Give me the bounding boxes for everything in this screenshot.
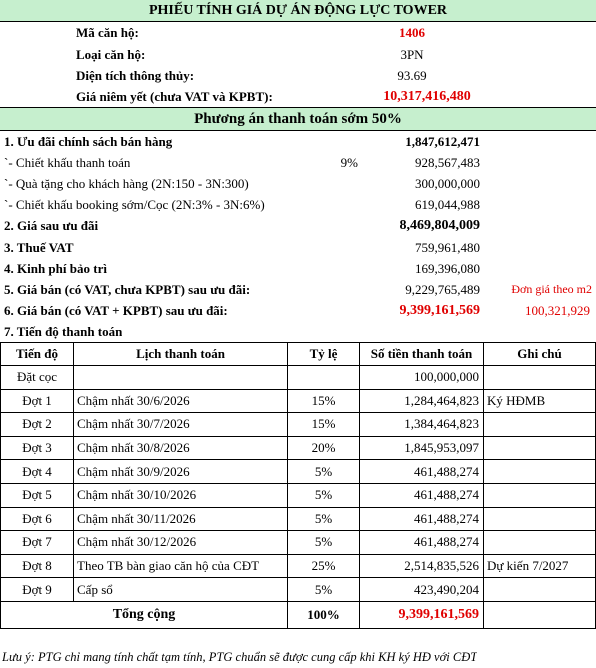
- cell-rate: 25%: [288, 555, 360, 579]
- cell-stage: Đợt 7: [0, 531, 74, 555]
- payment-schedule-table: [0, 342, 596, 629]
- cell-note: Dự kiến 7/2027: [484, 555, 596, 579]
- total-amount: 9,399,161,569: [360, 602, 484, 629]
- cell-amount: 461,488,274: [360, 460, 484, 484]
- info-label: Diện tích thông thủy:: [76, 67, 195, 83]
- summary-row: [0, 173, 596, 194]
- cell-stage: Đợt 1: [0, 390, 74, 414]
- info-label: Loại căn hộ:: [76, 46, 146, 62]
- summary-label: 6. Giá bán (có VAT + KPBT) sau ưu đãi:: [4, 303, 228, 318]
- cell-schedule: Chậm nhất 30/11/2026: [74, 508, 288, 532]
- summary-label: 4. Kinh phí bảo trì: [4, 260, 107, 276]
- cell-stage: Đợt 9: [0, 578, 74, 602]
- summary-pct: 9%: [340, 154, 358, 170]
- cell-schedule: Chậm nhất 30/8/2026: [74, 437, 288, 461]
- cell-stage: Đợt 2: [0, 413, 74, 437]
- cell-note: [484, 460, 596, 484]
- summary-label: 7. Tiến độ thanh toán: [4, 324, 123, 339]
- summary-label: 2. Giá sau ưu đãi: [4, 218, 99, 233]
- unit-price-label: Đơn giá theo m2: [511, 282, 592, 296]
- header-note: Ghi chú: [484, 343, 596, 366]
- table-row: [0, 578, 596, 602]
- table-row: [0, 531, 596, 555]
- cell-amount: 461,488,274: [360, 531, 484, 555]
- header-amount: Số tiền thanh toán: [360, 343, 484, 366]
- cell-schedule: Cấp sổ: [74, 578, 288, 602]
- cell-note: [484, 531, 596, 555]
- table-row: [0, 508, 596, 532]
- summary-value: 759,961,480: [415, 239, 480, 255]
- cell-stage: Đợt 8: [0, 555, 74, 579]
- cell-note: [484, 578, 596, 602]
- summary-label: 5. Giá bán (có VAT, chưa KPBT) sau ưu đãi:: [4, 281, 251, 297]
- sheet-title-bar: [0, 0, 596, 22]
- plan-title: Phương án thanh toán sớm 50%: [194, 110, 402, 127]
- table-row: [0, 413, 596, 437]
- cell-note: [484, 413, 596, 437]
- apartment-area: 93.69: [397, 67, 427, 83]
- summary-value: 928,567,483: [415, 154, 480, 170]
- summary-row: [0, 194, 596, 215]
- cell-note: Ký HĐMB: [484, 390, 596, 414]
- header-rate: Tỷ lệ: [288, 343, 360, 366]
- cell-amount: 2,514,835,526: [360, 555, 484, 579]
- cell-stage: Đặt cọc: [0, 366, 74, 390]
- table-row: [0, 437, 596, 461]
- summary-row: [0, 300, 596, 322]
- plan-title-bar: [0, 107, 596, 131]
- summary-row: [0, 131, 596, 152]
- cell-stage: Đợt 6: [0, 508, 74, 532]
- sheet-title: PHIẾU TÍNH GIÁ DỰ ÁN ĐỘNG LỰC TOWER: [148, 2, 448, 18]
- cell-rate: 15%: [288, 390, 360, 414]
- summary-row: [0, 152, 596, 173]
- apartment-type: 3PN: [400, 46, 424, 62]
- cell-schedule: Chậm nhất 30/10/2026: [74, 484, 288, 508]
- summary-row: [0, 258, 596, 279]
- table-row: [0, 366, 596, 390]
- cell-schedule: Chậm nhất 30/9/2026: [74, 460, 288, 484]
- summary-label: `- Chiết khấu thanh toán: [4, 154, 131, 170]
- cell-amount: 461,488,274: [360, 484, 484, 508]
- table-row: [0, 390, 596, 414]
- summary-value: 9,399,161,569: [399, 303, 480, 318]
- cell-rate: 5%: [288, 578, 360, 602]
- listed-price: 10,317,416,480: [383, 88, 471, 104]
- info-row-area: [0, 65, 596, 86]
- cell-note: [484, 366, 596, 390]
- summary-label: `- Chiết khấu booking sớm/Cọc (2N:3% - 3N:6%): [4, 196, 265, 212]
- cell-amount: 100,000,000: [360, 366, 484, 390]
- cell-rate: 5%: [288, 531, 360, 555]
- cell-rate: 20%: [288, 437, 360, 461]
- summary-label: 3. Thuế VAT: [4, 239, 74, 255]
- cell-note: [484, 437, 596, 461]
- summary-row: [0, 237, 596, 258]
- summary-value: 8,469,804,009: [399, 218, 480, 233]
- apartment-code: 1406: [399, 25, 425, 40]
- header-schedule: Lịch thanh toán: [74, 343, 288, 366]
- footnote-row: [0, 646, 596, 668]
- summary-label: `- Quà tặng cho khách hàng (2N:150 - 3N:300): [4, 175, 249, 191]
- header-stage: Tiến độ: [0, 343, 74, 366]
- cell-stage: Đợt 4: [0, 460, 74, 484]
- summary-value: 619,044,988: [415, 196, 480, 212]
- total-rate: 100%: [288, 602, 360, 629]
- cell-schedule: Chậm nhất 30/12/2026: [74, 531, 288, 555]
- cell-note: [484, 508, 596, 532]
- summary-label: 1. Ưu đãi chính sách bán hàng: [4, 133, 173, 149]
- cell-amount: 1,845,953,097: [360, 437, 484, 461]
- cell-rate: 5%: [288, 508, 360, 532]
- info-row-price: [0, 86, 596, 107]
- cell-schedule: Theo TB bàn giao căn hộ của CĐT: [74, 555, 288, 579]
- total-label: Tổng cộng: [0, 602, 288, 629]
- cell-stage: Đợt 3: [0, 437, 74, 461]
- cell-rate: [288, 366, 360, 390]
- info-row-code: [0, 22, 596, 44]
- info-label: Mã căn hộ:: [76, 25, 139, 40]
- cell-stage: Đợt 5: [0, 484, 74, 508]
- cell-amount: 423,490,204: [360, 578, 484, 602]
- summary-value: 1,847,612,471: [405, 133, 480, 149]
- table-total-row: [0, 602, 596, 629]
- table-row: [0, 484, 596, 508]
- table-row: [0, 460, 596, 484]
- summary-value: 169,396,080: [415, 260, 480, 276]
- summary-row: [0, 215, 596, 237]
- unit-price-value: 100,321,929: [525, 303, 590, 318]
- table-row: [0, 555, 596, 579]
- footnote: Lưu ý: PTG chỉ mang tính chất tạm tính, PTG chuẩn sẽ được cung cấp khi KH ký HĐ với CĐT: [2, 649, 478, 664]
- cell-note: [484, 484, 596, 508]
- summary-row: [0, 322, 596, 342]
- cell-rate: 15%: [288, 413, 360, 437]
- cell-schedule: Chậm nhất 30/7/2026: [74, 413, 288, 437]
- table-header: [0, 343, 596, 366]
- summary-row: [0, 279, 596, 300]
- cell-schedule: Chậm nhất 30/6/2026: [74, 390, 288, 414]
- summary-value: 9,229,765,489: [405, 281, 480, 297]
- info-label: Giá niêm yết (chưa VAT và KPBT):: [76, 88, 273, 104]
- cell-amount: 1,284,464,823: [360, 390, 484, 414]
- cell-rate: 5%: [288, 484, 360, 508]
- info-row-type: [0, 44, 596, 65]
- cell-schedule: [74, 366, 288, 390]
- summary-value: 300,000,000: [415, 175, 480, 191]
- cell-amount: 461,488,274: [360, 508, 484, 532]
- cell-amount: 1,384,464,823: [360, 413, 484, 437]
- cell-rate: 5%: [288, 460, 360, 484]
- total-note: [484, 602, 596, 629]
